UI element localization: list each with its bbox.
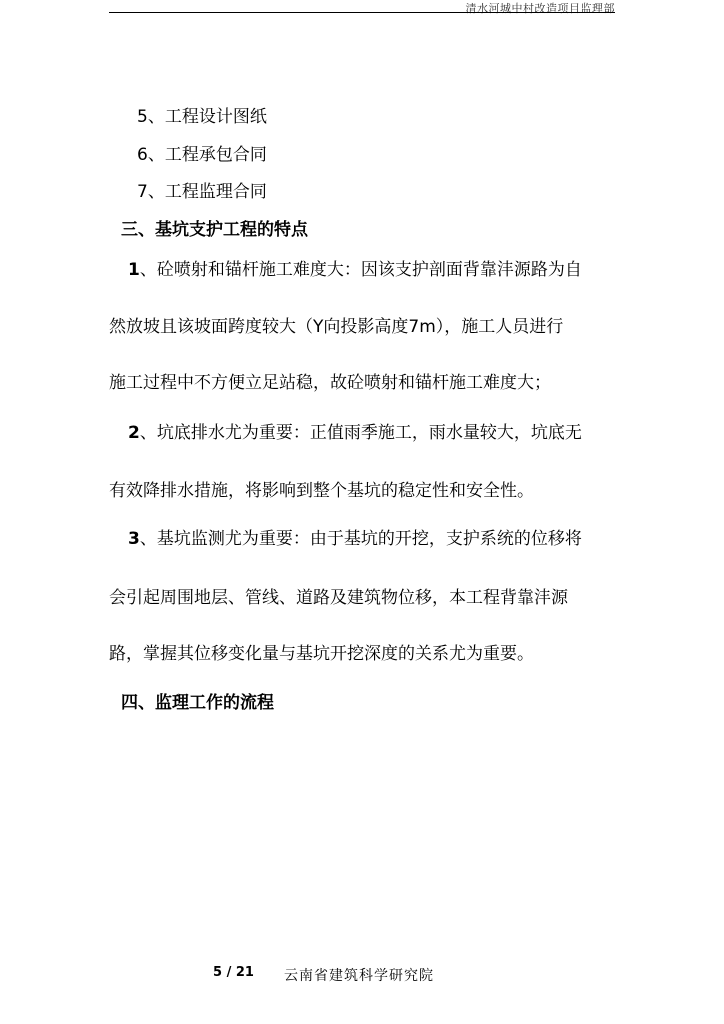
paragraph-1-line-3: 施工过程中不方便立足站稳，故砼喷射和锚杆施工难度大；: [109, 373, 551, 393]
header-divider: [109, 12, 615, 13]
list-item-5: 5、工程设计图纸: [137, 107, 267, 127]
paragraph-1-text: 、砼喷射和锚杆施工难度大：因该支护剖面背靠沣源路为自: [139, 260, 582, 280]
paragraph-1-number: 1: [128, 260, 140, 280]
running-header: 清水河城中村改造项目监理部: [465, 2, 615, 15]
paragraph-3-line-1: [128, 528, 582, 550]
page-number: 5 / 21: [213, 965, 254, 980]
paragraph-2-text: 、坑底排水尤为重要：正值雨季施工，雨水量较大，坑底无: [139, 423, 582, 443]
section-heading-4: 四、监理工作的流程: [121, 693, 274, 713]
section-heading-3: 三、基坑支护工程的特点: [121, 220, 308, 240]
paragraph-2-line-1: [128, 422, 582, 444]
paragraph-3-text: 、基坑监测尤为重要：由于基坑的开挖，支护系统的位移将: [139, 529, 582, 549]
paragraph-2-line-2: 有效降排水措施，将影响到整个基坑的稳定性和安全性。: [109, 481, 534, 501]
paragraph-1-line-2: 然放坡且该坡面跨度较大（Y向投影高度7m），施工人员进行: [109, 317, 564, 337]
list-item-6: 6、工程承包合同: [137, 145, 267, 165]
paragraph-2-number: 2: [128, 423, 140, 443]
footer-institute: 云南省建筑科学研究院: [284, 968, 434, 984]
paragraph-3-number: 3: [128, 529, 140, 549]
paragraph-3-line-2: 会引起周围地层、管线、道路及建筑物位移，本工程背靠沣源: [109, 588, 568, 608]
paragraph-1-line-1: [128, 259, 582, 281]
list-item-7: 7、工程监理合同: [137, 182, 267, 202]
paragraph-3-line-3: 路，掌握其位移变化量与基坑开挖深度的关系尤为重要。: [109, 644, 534, 664]
